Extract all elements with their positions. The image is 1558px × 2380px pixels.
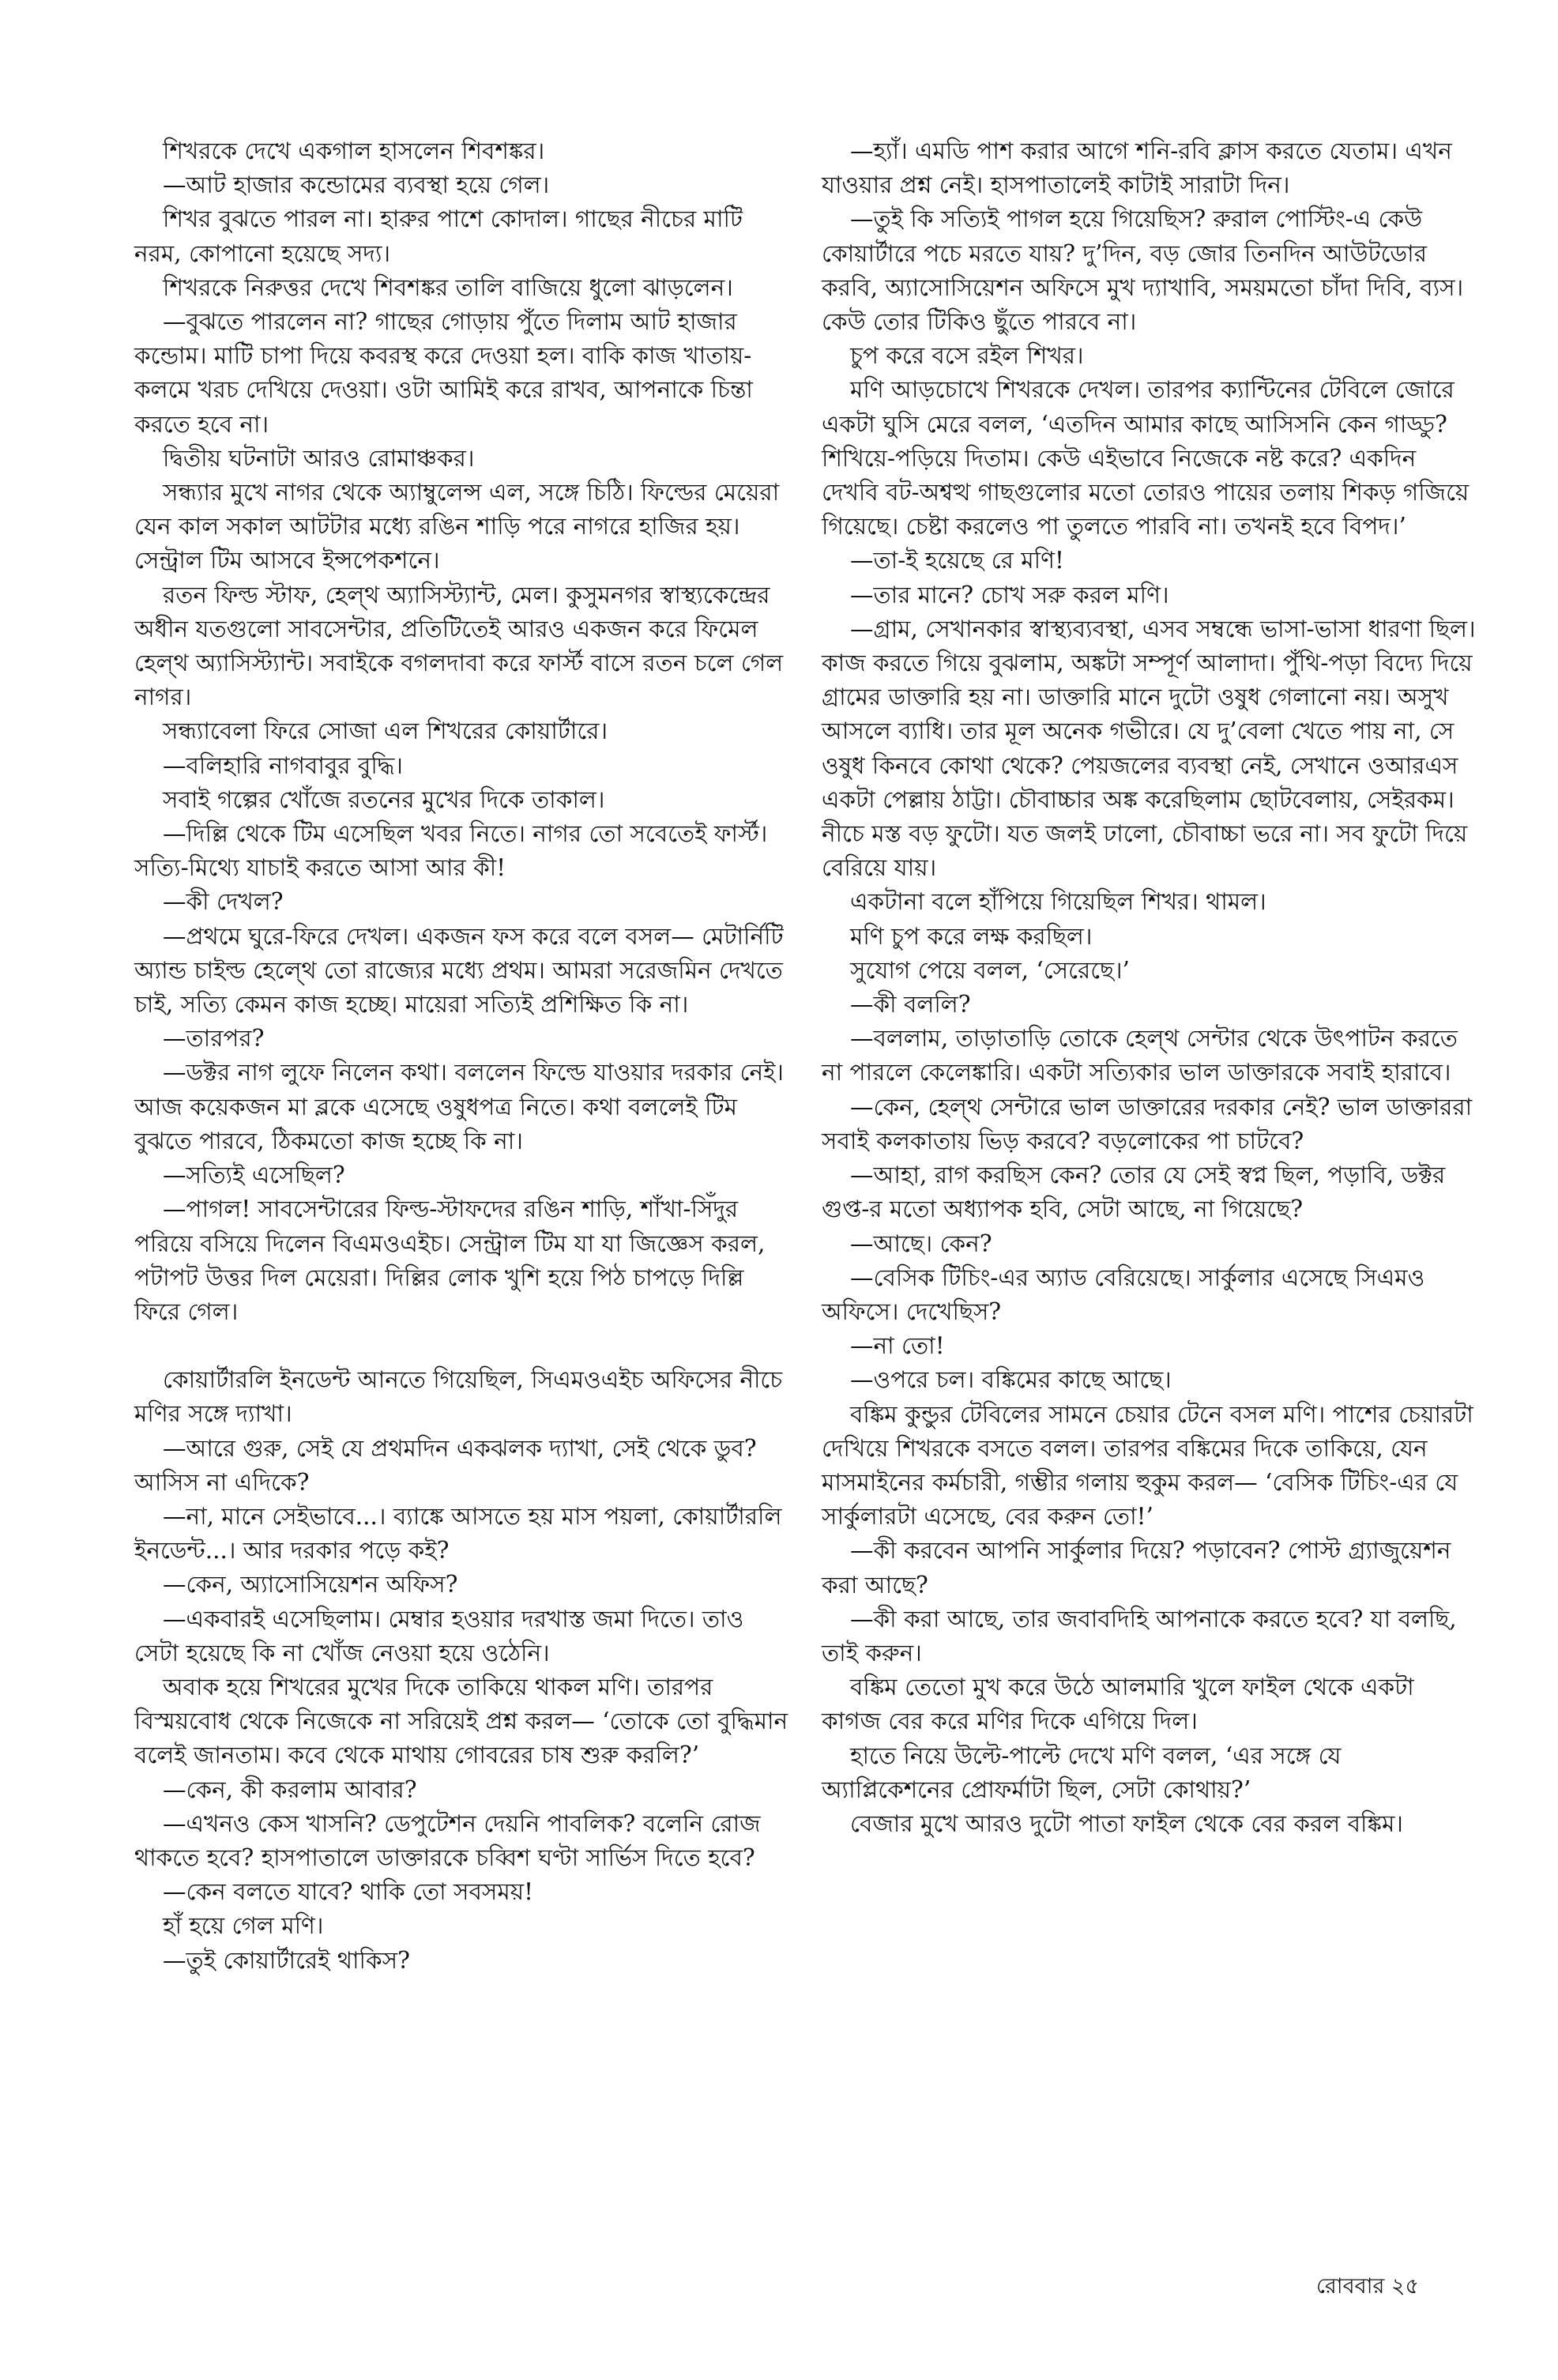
paragraph: —কী দেখল? <box>163 888 284 916</box>
paragraph: —তুই কোয়ার্টারেই থাকিস? <box>163 1946 410 1974</box>
paragraph: —আহা, রাগ করছিস কেন? তোর যে সেই স্বপ্ন ছিল, পড়াবি, ডক্টর গুপ্ত-র মতো অধ্যাপক হবি, সেটা আছে, না গিয়েছে? <box>822 1162 1446 1223</box>
paragraph: —হ্যাঁ। এমডি পাশ করার আগে শনি-রবি ক্লাস করতে যেতাম। এখন যাওয়ার প্রশ্ন নেই। হাসপাতালেই কাটাই সারাটা দিন। <box>822 137 1452 199</box>
paragraph: একটানা বলে হাঁপিয়ে গিয়েছিল শিখর। থামল। <box>850 888 1266 916</box>
paragraph: —না, মানে সেইভাবে...। ব্যাঙ্কে আসতে হয় মাস পয়লা, কোয়ার্টারলি ইনডেন্ট...। আর দরকার পড়ে কই? <box>134 1502 782 1565</box>
left-column <box>134 134 790 1978</box>
paragraph: সন্ধ্যার মুখে নাগর থেকে অ্যাম্বুলেন্স এল, সঙ্গে চিঠি। ফিল্ডের মেয়েরা যেন কাল সকাল আটটার মধ্যে রঙিন শাড়ি পরে নাগরে হাজির হয়। সেন্ট্রাল টিম আসবে ইন্সপেকশনে। <box>134 479 780 574</box>
paragraph: —তা-ই হয়েছে রে মণি! <box>850 547 1064 574</box>
paragraph: —কেন, হেল্থ সেন্টারে ভাল ডাক্তারের দরকার নেই? ভাল ডাক্তাররা সবাই কলকাতায় ভিড় করবে? বড়লোকের পা চাটবে? <box>822 1093 1473 1154</box>
paragraph: —কী বললি? <box>850 991 971 1019</box>
paragraph: বঙ্কিম কুন্ডুর টেবিলের সামনে চেয়ার টেনে বসল মণি। পাশের চেয়ারটা দেখিয়ে শিখরকে বসতে বলল। তারপর বঙ্কিমের দিকে তাকিয়ে, যেন মাসমাইনের কর্মচারী, গম্ভীর গলায় হুকুম করল— ‘বেসিক টিচিং-এর যে সার্কুলারটা এসেছে, বের করুন তো!’ <box>822 1400 1473 1531</box>
paragraph: —না তো! <box>850 1332 945 1360</box>
paragraph: —একবারই এসেছিলাম। মেম্বার হওয়ার দরখাস্ত জমা দিতে। তাও সেটা হয়েছে কি না খোঁজ নেওয়া হয়ে ওঠেনি। <box>134 1605 744 1666</box>
section-break <box>134 1329 790 1363</box>
paragraph: শিখরকে দেখে একগাল হাসলেন শিবশঙ্কর। <box>163 137 545 164</box>
paragraph: —কী করবেন আপনি সার্কুলার দিয়ে? পড়াবেন? পোস্ট গ্র্যাজুয়েশন করা আছে? <box>822 1537 1451 1599</box>
paragraph: সবাই গল্পের খোঁজে রতনের মুখের দিকে তাকাল। <box>163 785 605 813</box>
right-column <box>822 134 1477 1841</box>
paragraph: দ্বিতীয় ঘটনাটা আরও রোমাঞ্চকর। <box>163 444 475 472</box>
paragraph: শিখর বুঝতে পারল না। হারুর পাশে কোদাল। গাছের নীচের মাটি নরম, কোপানো হয়েছে সদ্য। <box>134 205 743 267</box>
paragraph: —প্রথমে ঘুরে-ফিরে দেখল। একজন ফস করে বলে বসল— মেটার্নিটি অ্যান্ড চাইল্ড হেল্থে তো রাজ্যের মধ্যে প্রথম। আমরা সরেজমিন দেখতে চাই, সত্যি কেমন কাজ হচ্ছে। মায়েরা সত্যিই প্রশিক্ষিত কি না। <box>134 922 784 1019</box>
paragraph: —আছে। কেন? <box>850 1230 992 1257</box>
paragraph: —কেন বলতে যাবে? থাকি তো সবসময়! <box>163 1878 534 1906</box>
paragraph: সন্ধ্যাবেলা ফিরে সোজা এল শিখরের কোয়ার্টারে। <box>163 717 608 745</box>
paragraph: শিখরকে নিরুত্তর দেখে শিবশঙ্কর তালি বাজিয়ে ধুলো ঝাড়লেন। <box>163 273 733 301</box>
paragraph: রতন ফিল্ড স্টাফ, হেল্থ অ্যাসিস্ট্যান্ট, মেল। কুসুমনগর স্বাস্থ্যকেন্দ্রের অধীন যতগুলো সাবসেন্টার, প্রতিটিতেই আরও একজন করে ফিমেল হেল্থ অ্যাসিস্ট্যান্ট। সবাইকে বগলদাবা করে ফার্স্ট বাসে রতন চলে গেল নাগর। <box>134 581 784 711</box>
paragraph: —কী করা আছে, তার জবাবদিহি আপনাকে করতে হবে? যা বলছি, তাই করুন। <box>822 1605 1457 1666</box>
paragraph: হাঁ হয়ে গেল মণি। <box>163 1912 324 1940</box>
paragraph: —বেসিক টিচিং-এর অ্যাড বেরিয়েছে। সার্কুলার এসেছে সিএমও অফিসে। দেখেছিস? <box>822 1263 1425 1325</box>
paragraph: —তার মানে? চোখ সরু করল মণি। <box>850 581 1169 608</box>
paragraph: —ওপরে চল। বঙ্কিমের কাছে আছে। <box>850 1366 1172 1394</box>
paragraph: হাতে নিয়ে উল্টে-পাল্টে দেখে মণি বলল, ‘এর সঙ্গে যে অ্যাপ্লিকেশনের প্রোফর্মাটা ছিল, সেটা কোথায়?’ <box>822 1742 1342 1803</box>
paragraph: বঙ্কিম তেতো মুখ করে উঠে আলমারি খুলে ফাইল থেকে একটা কাগজ বের করে মণির দিকে এগিয়ে দিল। <box>822 1674 1414 1735</box>
paragraph: —আট হাজার কন্ডোমের ব্যবস্থা হয়ে গেল। <box>163 171 550 199</box>
paragraph: —বললাম, তাড়াতাড়ি তোকে হেল্থ সেন্টার থেকে উৎপাটন করতে না পারলে কেলেঙ্কারি। একটা সত্যিকার ভাল ডাক্তারকে সবাই হারাবে। <box>822 1025 1458 1086</box>
paragraph: সুযোগ পেয়ে বলল, ‘সেরেছে।’ <box>850 956 1130 984</box>
paragraph: —তারপর? <box>163 1025 265 1053</box>
paragraph: —আরে গুরু, সেই যে প্রথমদিন একঝলক দ্যাখা, সেই থেকে ডুব? আসিস না এদিকে? <box>134 1434 757 1496</box>
paragraph: —পাগল! সাবসেন্টারের ফিল্ড-স্টাফদের রঙিন শাড়ি, শাঁখা-সিঁদুর পরিয়ে বসিয়ে দিলেন বিএমওএইচ। সেন্ট্রাল টিম যা যা জিজ্ঞেস করল, পটাপট উত্তর দিল মেয়েরা। দিল্লির লোক খুশি হয়ে পিঠ চাপড়ে দিল্লি ফিরে গেল। <box>134 1196 766 1325</box>
paragraph: —গ্রাম, সেখানকার স্বাস্থ্যব্যবস্থা, এসব সম্বন্ধে ভাসা-ভাসা ধারণা ছিল। কাজ করতে গিয়ে বুঝলাম, অঙ্কটা সম্পূর্ণ আলাদা। পুঁথি-পড়া বিদ্যে দিয়ে গ্রামের ডাক্তারি হয় না। ডাক্তারি মানে দুটো ওষুধ গেলানো নয়। অসুখ আসলে ব্যাধি। তার মূল অনেক গভীরে। যে দু’বেলা খেতে পায় না, সে ওষুধ কিনবে কোথা থেকে? পেয়জলের ব্যবস্থা নেই, সেখানে ওআরএস একটা পেল্লায় ঠাট্টা। চৌবাচ্চার অঙ্ক করেছিলাম ছোটবেলায়, সেইরকম। নীচে মস্ত বড় ফুটো। যত জলই ঢালো, চৌবাচ্চা ভরে না। সব ফুটো দিয়ে বেরিয়ে যায়। <box>822 615 1476 882</box>
paragraph: —কেন, কী করলাম আবার? <box>163 1776 417 1803</box>
paragraph: কোয়ার্টারলি ইনডেন্ট আনতে গিয়েছিল, সিএমওএইচ অফিসের নীচে মণির সঙ্গে দ্যাখা। <box>134 1366 783 1428</box>
paragraph: চুপ করে বসে রইল শিখর। <box>850 342 1084 370</box>
paragraph: —বুঝতে পারলেন না? গাছের গোড়ায় পুঁতে দিলাম আট হাজার কন্ডোম। মাটি চাপা দিয়ে কবরস্থ করে দেওয়া হল। বাকি কাজ খাতায়-কলমে খরচ দেখিয়ে দেওয়া। ওটা আমিই করে রাখব, আপনাকে চিন্তা করতে হবে না। <box>134 308 753 438</box>
paragraph: —ডক্টর নাগ লুফে নিলেন কথা। বললেন ফিল্ডে যাওয়ার দরকার নেই। আজ কয়েকজন মা ব্লকে এসেছে ওষুধপত্র নিতে। কথা বললেই টিম বুঝতে পারবে, ঠিকমতো কাজ হচ্ছে কি না। <box>134 1059 784 1154</box>
paragraph: —বলিহারি নাগবাবুর বুদ্ধি। <box>163 751 403 779</box>
paragraph: —দিল্লি থেকে টিম এসেছিল খবর নিতে। নাগর তো সবেতেই ফার্স্ট। সত্যি-মিথ্যে যাচাই করতে আসা আর কী! <box>134 820 768 882</box>
paragraph: বেজার মুখে আরও দুটো পাতা ফাইল থেকে বের করল বঙ্কিম। <box>850 1809 1403 1837</box>
paragraph: —কেন, অ্যাসোসিয়েশন অফিস? <box>163 1571 458 1599</box>
paragraph: মণি চুপ করে লক্ষ করছিল। <box>850 922 1093 950</box>
page-number: রোববার ২৫ <box>1315 2274 1419 2299</box>
paragraph: অবাক হয়ে শিখরের মুখের দিকে তাকিয়ে থাকল মণি। তারপর বিস্ময়বোধ থেকে নিজেকে না সরিয়েই প্রশ্ন করল— ‘তোকে তো বুদ্ধিমান বলেই জানতাম। কবে থেকে মাথায় গোবরের চাষ শুরু করলি?’ <box>134 1673 788 1769</box>
paragraph: মণি আড়চোখে শিখরকে দেখল। তারপর ক্যান্টিনের টেবিলে জোরে একটা ঘুসি মেরে বলল, ‘এতদিন আমার কাছে আসিসনি কেন গাড্ডু? শিখিয়ে-পড়িয়ে দিতাম। কেউ এইভাবে নিজেকে নষ্ট করে? একদিন দেখবি বট-অশ্বত্থ গাছগুলোর মতো তোরও পায়ের তলায় শিকড় গজিয়ে গিয়েছে। চেষ্টা করলেও পা তুলতে পারবি না। তখনই হবে বিপদ।’ <box>822 376 1470 540</box>
paragraph: —এখনও কেস খাসনি? ডেপুটেশন দেয়নি পাবলিক? বলেনি রোজ থাকতে হবে? হাসপাতালে ডাক্তারকে চব্বিশ ঘণ্টা সার্ভিস দিতে হবে? <box>134 1809 761 1871</box>
paragraph: —সত্যিই এসেছিল? <box>163 1162 345 1189</box>
paragraph: —তুই কি সত্যিই পাগল হয়ে গিয়েছিস? রুরাল পোস্টিং-এ কেউ কোয়ার্টারে পচে মরতে যায়? দু’দিন, বড় জোর তিনদিন আউটডোর করবি, অ্যাসোসিয়েশন অফিসে মুখ দ্যাখাবি, সময়মতো চাঁদা দিবি, ব্যস। কেউ তোর টিকিও ছুঁতে পারবে না। <box>822 205 1464 336</box>
